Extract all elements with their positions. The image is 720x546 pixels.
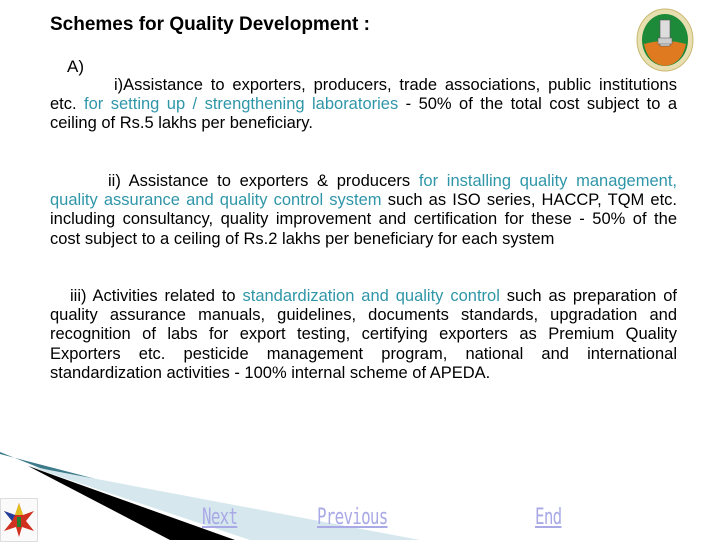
next-link[interactable]: Next — [202, 505, 238, 530]
text: i)Assistance to exporters, producers, trade associations, public institutions etc. — [50, 76, 677, 114]
scheme-item-1 — [50, 76, 677, 134]
highlight-text: for setting up / strengthening laboratories — [84, 95, 399, 114]
text: ii) Assistance to exporters & producers — [108, 172, 419, 190]
highlight-text: for installing quality management, quality assurance and quality control system — [50, 172, 677, 210]
page-title: Schemes for Quality Development : — [50, 14, 370, 35]
emblem-logo — [636, 8, 694, 72]
text: - 50% of the total cost subject to a ceiling of Rs.5 lakhs per beneficiary. — [50, 95, 677, 133]
text: such as preparation of quality assurance manuals, guidelines, documents standards, upgradation and recognition of labs for export testing, certifying exporters as Premium Quality Exporters etc. pesticide management program, national and international standardization activities - 100% internal scheme of APEDA. — [50, 287, 677, 382]
section-label: A) — [67, 57, 84, 76]
footer-logo — [0, 498, 38, 542]
previous-link[interactable]: Previous — [317, 505, 388, 530]
text: iii) Activities related to — [70, 287, 243, 305]
text: such as ISO series, HACCP, TQM etc. including consultancy, quality improvement and certification for these - 50% of the cost subject to a ceiling of Rs.2 lakhs per beneficiary for each system — [50, 191, 678, 248]
scheme-item-2 — [50, 172, 677, 249]
scheme-item-3 — [50, 287, 677, 383]
end-link[interactable]: End — [535, 505, 562, 530]
highlight-text: standardization and quality control — [242, 287, 500, 305]
